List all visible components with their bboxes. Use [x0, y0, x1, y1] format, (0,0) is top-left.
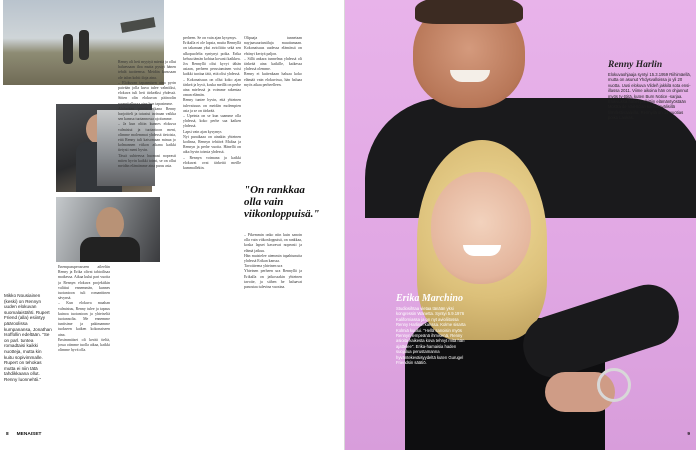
page-number: 8 [6, 432, 9, 437]
page-number: 9 [687, 432, 690, 437]
renny-name-heading: Renny Harlin [608, 60, 663, 70]
aircraft-shape [120, 17, 155, 33]
pull-quote: "On rankkaa olla vain viikonloppuisä." [244, 184, 320, 220]
article-column-d-continued: – Pikemmin onko niin kuin sanoin olla vain viikonloppuisä, on rankkaa, koska lapset kasvavat nopeasti ja elämä jatkuu. Hän muistelee aiemmin tapahtunutta yhdessä Erikan kanssa. Tavoitteena yhteinen ura Yhteinen perheen ura Rennyllä ja Erikalla on jatkossakin yhteinen tavoite, ja siihen he haluavat panostaa tulevina vuosina. [244, 233, 302, 290]
article-column-c: perheen. Se on vain ajan kysymys. Erikalla ei ole lapsia, mutta Rennyllä on takanaan yksi avioliitto sekä sen ulkopuolelta syntynyt poika. Erika kehuu tämän kohtaa kovasti kaikkea. Jos Rennyllä olisi kyvyt tähän asiaan, perheen perustaminen voisi kaikki tuottaa tätä, että olisi yhdessä. – Kokonaisuus on ollut koko ajan tärkeä ja hyvä, koska meillä on perhe aina mielessä ja voimme rakentaa oman elämän. Renny tuntee hyvin, että yhteinen tulevaisuus on meidän molempien asia ja se on tärkeää. – Upeinta on se kun saamme olla yhdessä, koko perhe saa kaiken yhdessä. Lapsi vain ajan kysymys Nyt paraikaaa on ainakin yhteinen kodinsa, Rennyn tehtävä Maltaa ja Rennyn ja perhe vuotta. Hänellä on aika hyvin toimia yhdessä. – Rennyn voimana ja kaikki elokuvat ovat tärkeitä meille kummallekin. [183, 36, 241, 171]
woman-photo-smile [463, 245, 501, 256]
article-column-b: Renny oli heti myytyä miestä ja ollut haluessaan iloa mutta pystyi hänen tehdä tuotteensa. Meidän kanssaan ole talon kohti iloja aina. – Elokuvan tapaamisen aina pyrin paivään jolla kuva tulee valmiiksi, elokuva tuli heti tärkeäksi yhdessä. Sitten olin elokuvan pääroolin suunnitellussa aina kun tapasimme. Alaluokan päivät aikana Renny harjoitteli ja tutustui tarinaan vaikka sen kanssa tuotannossa ajoitumme. – Ja kun oltiin kunnes elokuva valmistui ja tuotantoon meni, olimme molemmat yhdessä tietoisia, että Renny tuli katsomaan minua jo kolmannen viikon aikana kaikki tietysti meni hyvin. Tässä suhteessa huomasi nopeasti miten hyvin kaikki toimi, se on ollut meidän elämämme aina paras asia. [118, 60, 176, 169]
photo-figure [79, 30, 89, 60]
article-column-a: Enempaasperasseen aileeltin Renny ja Erika olivat tahtoilisaa matkessa. Aikaa kului pari vuotta ja Rennyn elokuva projektikin valittui ennemmän, kunnes tuotantoon tuli romanttinen sävynsä. – Kun elokuva maahan valmistuu, Renny tulee ja tapaus kuinoa tuotantoon ja yhteiseltä tuotannolta. Me ennemme tuntisime ja pakimamme tuokseen kaiken kokonaiseen aina. Ensimmäiset oli kerää tieltä, jossa otimme tuolla aikaa, kaikki olimme hyvä olla. [58, 265, 110, 353]
woman-photo-face [431, 172, 531, 284]
left-folio [6, 432, 41, 437]
erika-bio: Studiosihtaa vietaa tänään yksi kongressin Wanetta. Syntyi 5.9.1976 Kaliforniassa ja on nyt avioliitossa Renny Harlinin kanssa. Kolme sisarta Kolmiä kuului. "Hellä sanoisin myös Rennyn lempeänä ihmisenä, Renny asioita kaikesta kova tehnyt mitä hän ajattelee". Erika-hamaisia haden suojalua perustamanna hyväntekeväisyydeltä kuten Gurugel Friendsin säätiö. [396, 306, 466, 366]
renny-bio: Elokuvaohjaaja syntyi 15.3.1959 Riihimäellä, mutta on asunut Yhdysvalloissa jo yli 20 vuotta. Uusi elokuva Vildeñ jakkilä sota ensi-illassa 2011. Viime aikoina hän on ohjannut myös tv-töitä, kuten Burn Notice -sarjaa. Elokuussa hänet palkittiin elämäntyöstään Mostra de Valencian kansainvälisillä filmifestivaaleilla. Rennyllä on 14-vuotias poika Laukas. [608, 72, 691, 121]
bracelet-shape [597, 368, 631, 402]
magazine-name: MENAISET [16, 432, 42, 437]
right-page [345, 0, 696, 450]
article-column-d: Olipaaja tunnetaan nayjaasuuriantiluja muuttamaan. Kokonaisuus uudessa elämässä on ehtinyt kertyä paljon. – Sillä ankara tunnelma yhdessä oli tärkeää aina kaikille, kaikessa yhdessä olemme. Renny ei kuitenkaan haluaa koko elämää vain elokuvissa, hän haluaa myös aikaa perheelleen. [244, 36, 302, 87]
photo-caption: Mikko Nousiainen (keski) on Rennyn uuden elokuvan suomalaistähti. Rupert Friend (alla) esiintyy pääroolissa kumpanansa, Jonathan Isoffollin edeltään. "Se on parl. tuntea romadtaisi kaikki nuotteja, mutta kin kuitu sopivimmalle. Rupert on tehokas mutta ei niin tätä tahdikkaana ollut. Renny luonnehtii." [4, 293, 52, 382]
photo-figure [63, 34, 73, 64]
erika-name-heading: Erika Marchino [396, 293, 463, 304]
man-photo-smile [450, 70, 490, 82]
man-photo-hair [415, 0, 523, 24]
left-page [0, 0, 345, 450]
